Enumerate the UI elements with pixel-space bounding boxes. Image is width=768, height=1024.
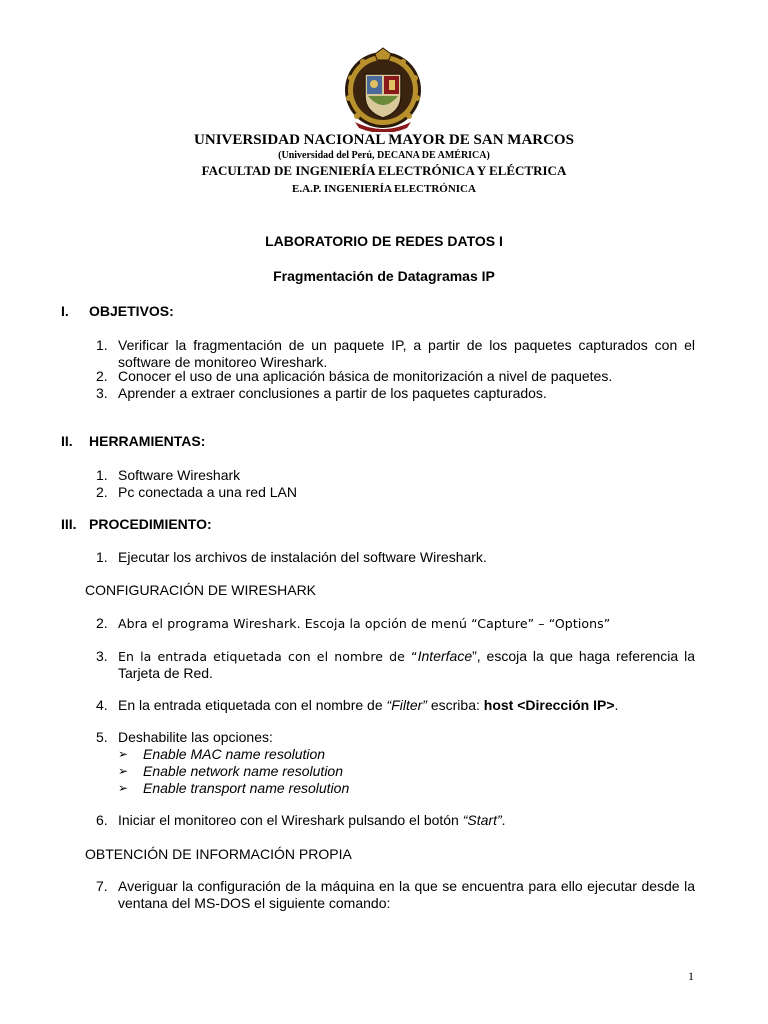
option-item: Enable network name resolution [143,763,344,779]
university-name: UNIVERSIDAD NACIONAL MAYOR DE SAN MARCOS [194,132,574,148]
list-item: Pc conectada a una red LAN [118,484,298,500]
step-text-part: . [614,697,619,713]
step-text-part: En la entrada etiquetada con el nombre de “ [118,649,418,664]
list-item: Conocer el uso de una aplicación básica de monitorización a nivel de paquetes. [118,368,613,384]
step-number: 5. [96,729,108,745]
option-item: Enable MAC name resolution [143,746,326,762]
section-number: III. [61,516,77,532]
section-number: I. [61,303,69,319]
list-item-number: 2. [96,484,108,500]
step-text: Deshabilite las opciones: [118,729,273,745]
list-item-number: 1. [96,337,108,353]
list-item-number: 3. [96,385,108,401]
list-item-number: 2. [96,368,108,384]
step-text: Averiguar la configuración de la máquina en la que se encuentra para ello ejecutar desde la ventana del MS-DOS el siguiente comando: [118,878,695,911]
section-title-objetivos: OBJETIVOS: [89,303,174,319]
faculty-name: FACULTAD DE INGENIERÍA ELECTRÓNICA Y ELÉCTRICA [201,163,567,178]
step-number: 7. [96,878,108,894]
step-text-part: ”, escoja la que haga referencia la Tarjeta de Red. [118,648,695,681]
step-text-part: escriba: [426,697,484,713]
step-text-part: . [501,812,506,828]
step-text-part: En la entrada etiquetada con el nombre de [118,697,387,713]
step-text [118,697,618,714]
step-text-part: Iniciar el monitoreo con el Wireshark pulsando el botón [118,812,463,828]
page-number: 1 [688,969,694,983]
step-number: 2. [96,615,108,631]
step-number: 4. [96,697,108,713]
step-text [118,648,695,682]
subheading-info: OBTENCIÓN DE INFORMACIÓN PROPIA [85,846,352,862]
section-title-herramientas: HERRAMIENTAS: [89,433,206,449]
option-item: Enable transport name resolution [143,780,350,796]
section-title-procedimiento: PROCEDIMIENTO: [89,516,212,532]
list-item: Verificar la fragmentación de un paquete IP, a partir de los paquetes capturados con el software de monitoreo Wireshark. [118,337,695,370]
list-item-number: 1. [96,467,108,483]
document-title: LABORATORIO DE REDES DATOS I [265,233,503,249]
start-term: “Start” [462,812,502,828]
filter-expression: host <Dirección IP> [483,697,615,713]
arrow-bullet-icon: ➢ [118,781,129,795]
arrow-bullet-icon: ➢ [118,747,129,761]
step-text [118,812,506,829]
university-subtitle: (Universidad del Perú, DECANA DE AMÉRICA) [278,150,490,161]
subheading-config: CONFIGURACIÓN DE WIRESHARK [85,582,317,598]
school-name: E.A.P. INGENIERÍA ELECTRÓNICA [292,183,476,195]
document-subtitle: Fragmentación de Datagramas IP [273,268,495,284]
step-text: Abra el programa Wireshark. Escoja la opción de menú “Capture” – “Options” [118,616,611,631]
arrow-bullet-icon: ➢ [118,764,129,778]
interface-term: Interface [417,648,473,664]
section-number: II. [61,433,73,449]
filter-term: “Filter” [386,697,427,713]
university-seal-icon [341,46,425,132]
list-item: Software Wireshark [118,467,241,483]
step-number: 3. [96,648,108,664]
list-item: Aprender a extraer conclusiones a partir de los paquetes capturados. [118,385,547,401]
step-text: Ejecutar los archivos de instalación del software Wireshark. [118,549,487,565]
step-number: 6. [96,812,108,828]
step-number: 1. [96,549,108,565]
